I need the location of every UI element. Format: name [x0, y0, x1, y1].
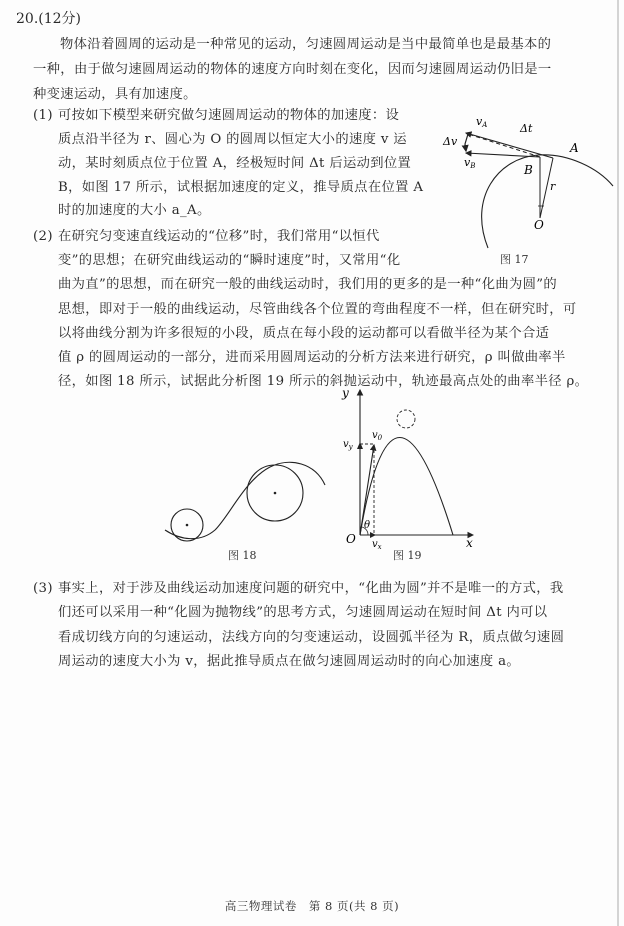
part2-line: 径，如图 18 所示，试据此分析图 19 所示的斜抛运动中，轨迹最高点处的曲率半径 ρ。	[58, 374, 589, 389]
page-footer: 高三物理试卷 第 8 页(共 8 页)	[224, 899, 400, 913]
label-A: A	[570, 141, 579, 155]
label-vA: vA	[476, 115, 488, 129]
intro-line: 一种，由于做匀速圆周运动的物体的速度方向时刻在变化，因而匀速圆周运动仍旧是一	[33, 62, 552, 77]
part2-line: 变”的思想；在研究曲线运动的“瞬时速度”时，又常用“化	[58, 253, 401, 268]
label-O: O	[534, 218, 544, 232]
label-r: r	[550, 180, 556, 193]
figure-19	[338, 385, 478, 550]
figure-17-caption: 图 17	[500, 253, 529, 266]
part3-line: 周运动的速度大小为 v，据此推导质点在做匀速圆周运动时的向心加速度 a。	[58, 654, 520, 669]
question-points: (12分)	[38, 11, 82, 27]
label-theta: θ	[364, 520, 371, 531]
label-vy: $v_y$	[343, 439, 353, 451]
part1-line: 时的加速度的大小 a_A。	[58, 203, 211, 218]
part1-label: (1)	[33, 108, 53, 123]
figure-18-caption: 图 18	[228, 549, 257, 562]
figure-17	[438, 98, 618, 258]
part3-label: (3)	[33, 581, 53, 596]
label-O: O	[346, 532, 356, 546]
label-vB: vB	[464, 156, 476, 170]
label-dt: Δt	[520, 122, 533, 135]
part1-line: 质点沿半径为 r、圆心为 O 的圆周以恒定大小的速度 v 运	[58, 132, 407, 147]
part2-line: 曲为直”的思想，而在研究一般的曲线运动时，我们用的更多的是一种“化曲为圆”的	[58, 277, 558, 292]
figure-19-caption: 图 19	[393, 549, 422, 562]
label-B: B	[524, 163, 533, 177]
figure-18	[160, 455, 330, 550]
part1-line: B，如图 17 所示，试根据加速度的定义，推导质点在位置 A	[58, 180, 424, 195]
part3-line: 事实上，对于涉及曲线运动加速度问题的研究中，“化曲为圆”并不是唯一的方式，我	[58, 581, 564, 596]
part3-line: 们还可以采用一种“化圆为抛物线”的思考方式，匀速圆周运动在短时间 Δt 内可以	[58, 605, 548, 620]
part1-line: 动，某时刻质点位于位置 A，经极短时间 Δt 后运动到位置	[58, 156, 412, 171]
label-y: y	[342, 386, 349, 400]
part2-line: 以将曲线分割为许多很短的小段，质点在每小段的运动都可以看做半径为某个合适	[58, 326, 550, 341]
intro-line: 物体沿着圆周的运动是一种常见的运动，匀速圆周运动是当中最简单也是最基本的	[60, 37, 552, 52]
question-number: 20.	[16, 11, 39, 27]
part2-line: 值 ρ 的圆周运动的一部分，进而采用圆周运动的分析方法来进行研究，ρ 叫做曲率半	[58, 350, 566, 365]
question-header	[16, 8, 81, 28]
part2-line: 在研究匀变速直线运动的“位移”时，我们常用“以恒代	[58, 229, 380, 244]
label-dv: Δv	[443, 135, 458, 148]
part1-line: 可按如下模型来研究做匀速圆周运动的物体的加速度：设	[58, 108, 400, 123]
label-v0: $v_0$	[372, 430, 383, 442]
part2-line: 思想，即对于一般的曲线运动，尽管曲线各个位置的弯曲程度不一样，但在研究时，可	[58, 302, 577, 317]
part2-label: (2)	[33, 229, 53, 244]
label-vx: $v_x$	[372, 539, 382, 550]
part3-line: 看成切线方向的匀速运动，法线方向的匀变速运动，设圆弧半径为 R，质点做匀速圆	[58, 630, 565, 645]
intro-line: 种变速运动，具有加速度。	[33, 87, 197, 102]
label-x: x	[466, 536, 473, 550]
